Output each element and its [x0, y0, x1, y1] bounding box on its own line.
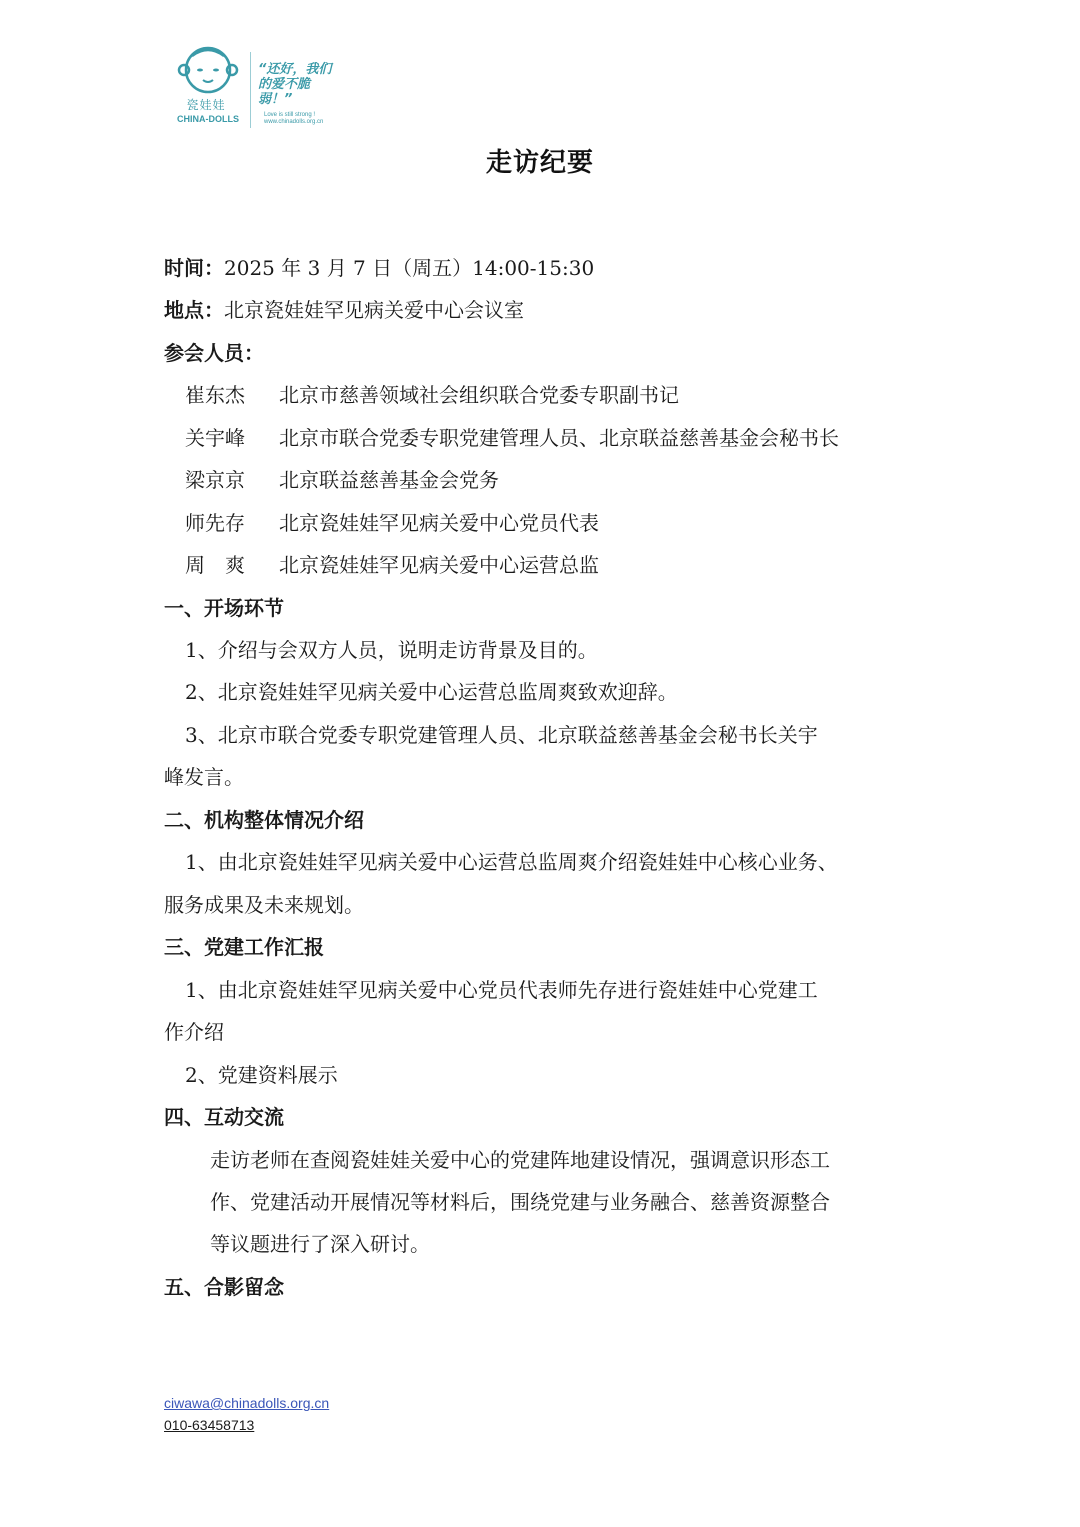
section-paragraph: 服务成果及未来规划。	[164, 893, 364, 917]
attendee-name: 周 爽	[185, 553, 245, 577]
section-paragraph: 2、北京瓷娃娃罕见病关爱中心运营总监周爽致欢迎辞。	[185, 680, 678, 704]
attendee-row	[185, 550, 599, 580]
attendee-role: 北京市联合党委专职党建管理人员、北京联益慈善基金会秘书长	[279, 426, 839, 450]
section-paragraph: 3、北京市联合党委专职党建管理人员、北京联益慈善基金会秘书长关宇	[185, 723, 818, 747]
attendee-name: 梁京京	[185, 468, 245, 492]
section-heading: 三、党建工作汇报	[164, 935, 324, 959]
time-line	[164, 253, 594, 283]
attendee-name: 关宇峰	[185, 426, 245, 450]
section-heading: 二、机构整体情况介绍	[164, 808, 364, 832]
section-heading: 五、合影留念	[164, 1275, 284, 1299]
attendee-role: 北京联益慈善基金会党务	[279, 468, 499, 492]
section-paragraph: 等议题进行了深入研讨。	[210, 1232, 430, 1256]
attendees-label: 参会人员：	[164, 341, 264, 365]
attendee-row	[185, 380, 679, 410]
section-heading: 一、开场环节	[164, 596, 284, 620]
slogan-en-line-2: www.chinadolls.org.cn	[264, 119, 324, 125]
time-label: 时间：	[164, 256, 224, 280]
logo-brand-en: CHINA-DOLLS	[177, 114, 239, 124]
attendee-row	[185, 465, 499, 495]
section-paragraph: 作介绍	[164, 1020, 224, 1044]
attendee-name: 崔东杰	[185, 383, 245, 407]
section-paragraph: 作、党建活动开展情况等材料后，围绕党建与业务融合、慈善资源整合	[210, 1190, 830, 1214]
time-value: 2025 年 3 月 7 日（周五）14:00-15:30	[224, 256, 595, 280]
logo-slogan: “还好，我们的爱不脆弱！”	[258, 62, 332, 107]
logo-slogan-en	[264, 112, 323, 126]
logo-brand-name: 瓷娃娃	[186, 98, 226, 112]
place-line	[164, 295, 524, 325]
attendee-name: 师先存	[185, 511, 245, 535]
section-paragraph: 峰发言。	[164, 765, 244, 789]
slogan-en-line-1: Love is still strong !	[264, 112, 316, 118]
section-paragraph: 2、党建资料展示	[185, 1063, 338, 1087]
footer-email-link[interactable]: ciwawa@chinadolls.org.cn	[164, 1395, 330, 1411]
section-paragraph: 走访老师在查阅瓷娃娃关爱中心的党建阵地建设情况，强调意识形态工	[210, 1148, 830, 1172]
attendee-role: 北京瓷娃娃罕见病关爱中心运营总监	[279, 553, 599, 577]
document-title: 走访纪要	[485, 148, 594, 178]
section-paragraph: 1、介绍与会双方人员，说明走访背景及目的。	[185, 638, 598, 662]
attendee-role: 北京市慈善领域社会组织联合党委专职副书记	[279, 383, 679, 407]
footer-phone: 010-63458713	[164, 1417, 255, 1433]
place-label: 地点：	[164, 298, 224, 322]
attendee-row	[185, 508, 599, 538]
logo-divider	[250, 52, 251, 128]
section-heading: 四、互动交流	[164, 1105, 284, 1129]
section-paragraph: 1、由北京瓷娃娃罕见病关爱中心党员代表师先存进行瓷娃娃中心党建工	[185, 978, 818, 1002]
section-paragraph: 1、由北京瓷娃娃罕见病关爱中心运营总监周爽介绍瓷娃娃中心核心业务、	[185, 850, 838, 874]
place-value: 北京瓷娃娃罕见病关爱中心会议室	[224, 298, 524, 322]
attendee-role: 北京瓷娃娃罕见病关爱中心党员代表	[279, 511, 599, 535]
attendee-row	[185, 423, 839, 453]
